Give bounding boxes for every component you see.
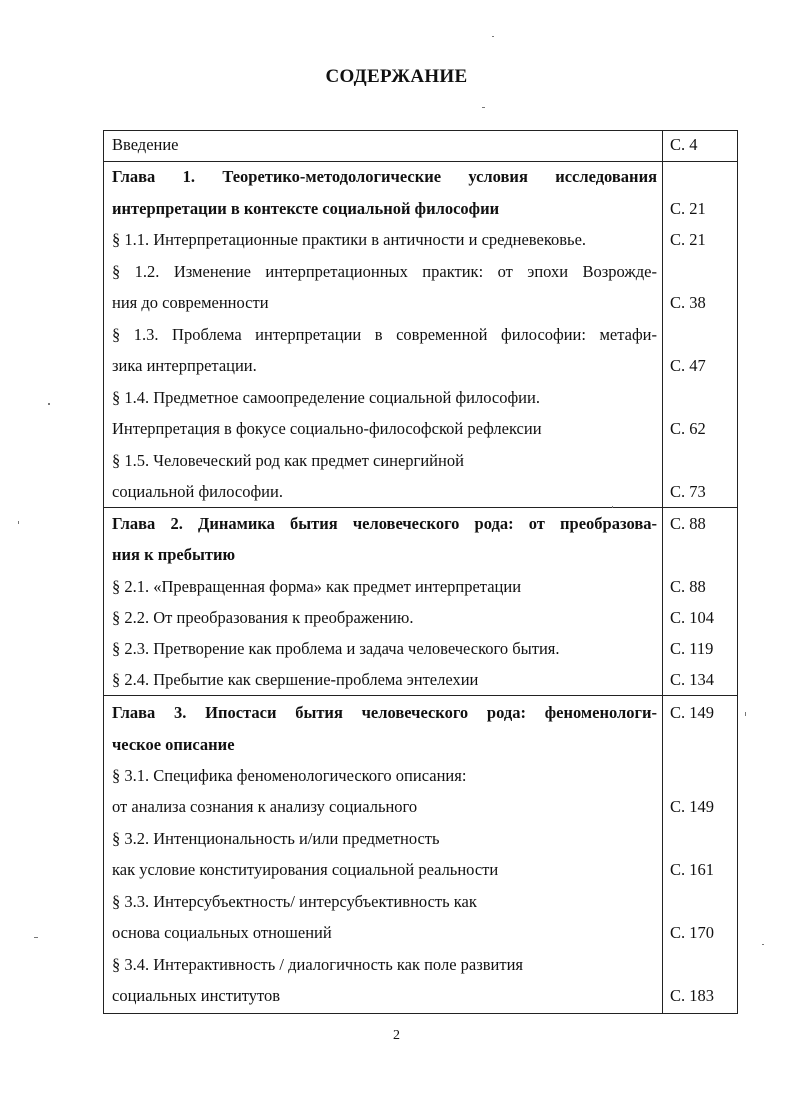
chapter1-page: С. 21 [670, 199, 706, 218]
section-3-3-line2: основа социальных отношений [112, 923, 332, 942]
toc-intro-page: С. 4 [670, 135, 698, 154]
chapter2-page: С. 88 [670, 514, 706, 533]
scan-speck [18, 521, 19, 524]
section-2-4-line1: § 2.4. Пребытие как свершение-проблема энтелехии [112, 670, 479, 689]
chapter1-title-line2: интерпретации в контексте социальной философии [112, 199, 500, 218]
toc-intro-title: Введение [112, 135, 179, 154]
section-1-4-line2: Интерпретация в фокусе социально-философской рефлексии [112, 419, 542, 438]
section-1-5-page: С. 73 [670, 482, 706, 501]
page-title: СОДЕРЖАНИЕ [325, 66, 468, 87]
toc-table [103, 130, 738, 1014]
row-divider [104, 507, 737, 508]
page-number: 2 [393, 1028, 400, 1043]
section-1-4-page: С. 62 [670, 419, 706, 438]
chapter3-page: С. 149 [670, 703, 715, 722]
section-3-2-line1: § 3.2. Интенциональность и/или предметность [112, 829, 440, 848]
chapter2-title-line1: Глава 2. Динамика бытия человеческого рода: от преобразова- [112, 514, 657, 533]
chapter3-title-line1: Глава 3. Ипостаси бытия человеческого рода: феноменологи- [112, 703, 657, 722]
section-1-3-line1: § 1.3. Проблема интерпретации в современной философии: метафи- [112, 325, 657, 344]
section-1-5-line2: социальной философии. [112, 482, 283, 501]
section-1-2-line2: ния до современности [112, 293, 269, 312]
section-3-1-line1: § 3.1. Специфика феноменологического описания: [112, 766, 467, 785]
section-1-5-line1: § 1.5. Человеческий род как предмет синергийной [112, 451, 464, 470]
section-2-1-page: С. 88 [670, 577, 706, 596]
section-3-2-page: С. 161 [670, 860, 715, 879]
column-divider [662, 131, 663, 1013]
scan-speck [34, 937, 38, 938]
section-3-3-line1: § 3.3. Интерсубъектность/ интерсубъективность как [112, 892, 477, 911]
section-2-1-line1: § 2.1. «Превращенная форма» как предмет интерпретации [112, 577, 522, 596]
section-1-2-line1: § 1.2. Изменение интерпретационных практик: от эпохи Возрожде- [112, 262, 657, 281]
section-3-4-page: С. 183 [670, 986, 715, 1005]
section-2-4-page: С. 134 [670, 670, 715, 689]
section-3-1-page: С. 149 [670, 797, 715, 816]
scan-speck [745, 712, 746, 716]
chapter1-title-line1: Глава 1. Теоретико-методологические условия исследования [112, 167, 657, 186]
scan-speck [762, 944, 764, 945]
section-2-2-line1: § 2.2. От преобразования к преображению. [112, 608, 414, 627]
scan-speck [482, 107, 485, 108]
section-2-3-line1: § 2.3. Претворение как проблема и задача человеческого бытия. [112, 639, 560, 658]
scan-speck [48, 403, 50, 405]
scan-speck [612, 506, 613, 508]
section-1-2-page: С. 38 [670, 293, 706, 312]
section-2-2-page: С. 104 [670, 608, 715, 627]
section-3-3-page: С. 170 [670, 923, 715, 942]
section-3-2-line2: как условие конституирования социальной реальности [112, 860, 499, 879]
chapter2-title-line2: ния к пребытию [112, 545, 236, 564]
section-1-3-line2: зика интерпретации. [112, 356, 257, 375]
section-1-1-page: С. 21 [670, 230, 706, 249]
section-1-3-page: С. 47 [670, 356, 706, 375]
row-divider [104, 695, 737, 696]
section-2-3-page: С. 119 [670, 639, 714, 658]
section-1-1-line1: § 1.1. Интерпретационные практики в античности и средневековье. [112, 230, 587, 249]
section-3-4-line1: § 3.4. Интерактивность / диалогичность как поле развития [112, 955, 523, 974]
chapter3-title-line2: ческое описание [112, 735, 235, 754]
section-1-4-line1: § 1.4. Предметное самоопределение социальной философии. [112, 388, 540, 407]
row-divider [104, 161, 737, 162]
scan-speck [492, 36, 494, 37]
section-3-1-line2: от анализа сознания к анализу социального [112, 797, 418, 816]
section-3-4-line2: социальных институтов [112, 986, 281, 1005]
